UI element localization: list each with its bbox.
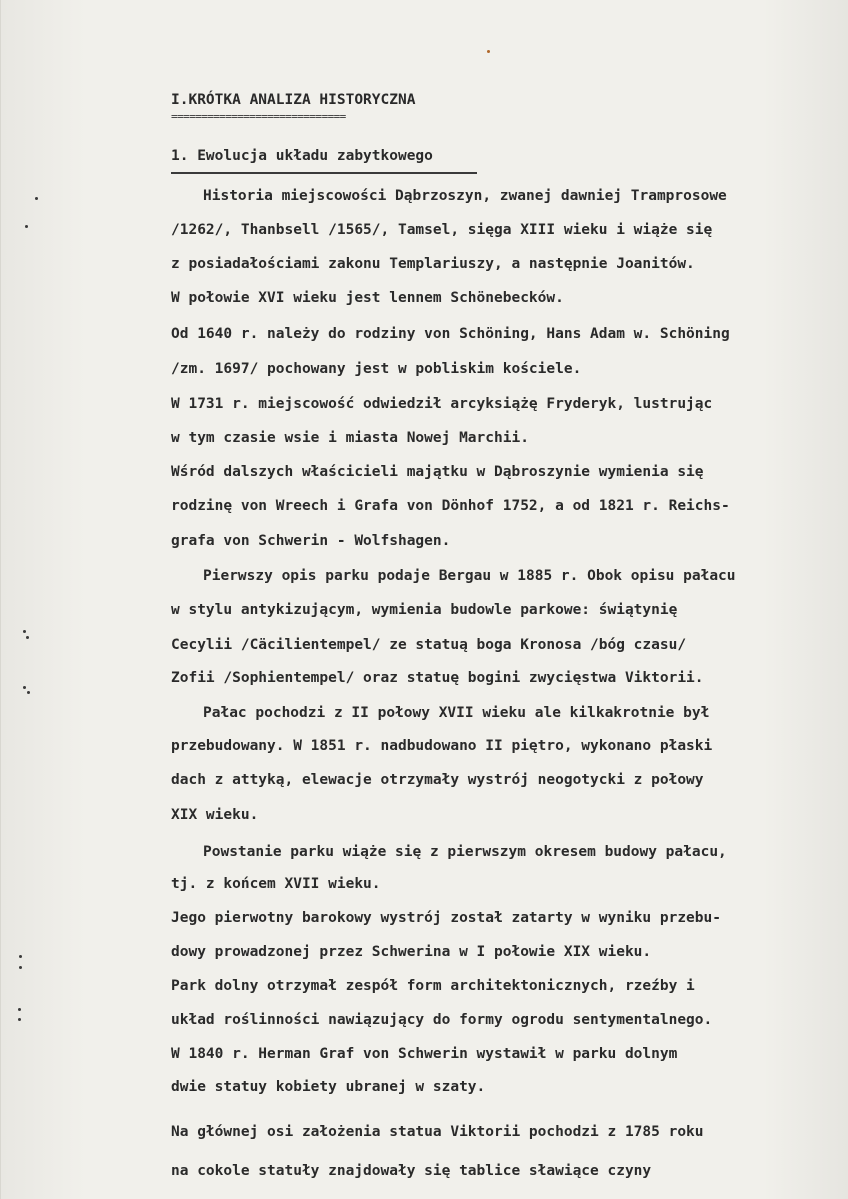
text-line: tj. z końcem XVII wieku. (171, 876, 381, 892)
text-line: Zofii /Sophientempel/ oraz statuę bogini zwycięstwa Viktorii. (171, 670, 704, 686)
text-line: dowy prowadzonej przez Schwerina w I połowie XIX wieku. (171, 944, 652, 960)
margin-mark (25, 225, 28, 228)
text-line: w stylu antykizującym, wymienia budowle parkowe: świątynię (171, 602, 678, 618)
margin-mark (23, 630, 26, 633)
margin-mark (19, 966, 22, 969)
text-line: Park dolny otrzymał zespół form architektonicznych, rzeźby i (171, 978, 695, 994)
text-line: Historia miejscowości Dąbrzoszyn, zwanej dawniej Tramprosowe (203, 188, 727, 204)
margin-mark (19, 955, 22, 958)
text-line: przebudowany. W 1851 r. nadbudowano II piętro, wykonano płaski (171, 738, 713, 754)
margin-mark (18, 1018, 21, 1021)
margin-mark (35, 197, 38, 200)
text-line: /1262/, Thanbsell /1565/, Tamsel, sięga XIII wieku i wiąże się (171, 222, 713, 238)
margin-mark (26, 636, 29, 639)
text-line: Wśród dalszych właścicieli majątku w Dąbroszynie wymienia się (171, 464, 704, 480)
section-heading: I.KRÓTKA ANALIZA HISTORYCZNA (171, 92, 416, 108)
text-line: W 1731 r. miejscowość odwiedził arcyksiążę Fryderyk, lustrując (171, 396, 713, 412)
text-line: W 1840 r. Herman Graf von Schwerin wystawił w parku dolnym (171, 1046, 678, 1062)
text-line: Od 1640 r. należy do rodziny von Schöning, Hans Adam w. Schöning (171, 326, 730, 342)
text-line: Pałac pochodzi z II połowy XVII wieku ale kilkakrotnie był (203, 705, 710, 721)
text-line: Pierwszy opis parku podaje Bergau w 1885 r. Obok opisu pałacu (203, 568, 736, 584)
text-line: /zm. 1697/ pochowany jest w pobliskim kościele. (171, 361, 582, 377)
subheading-underline (171, 172, 477, 174)
text-line: rodzinę von Wreech i Grafa von Dönhof 1752, a od 1821 r. Reichs- (171, 498, 730, 514)
text-line: Na głównej osi założenia statua Viktorii pochodzi z 1785 roku (171, 1124, 704, 1140)
text-line: XIX wieku. (171, 807, 259, 823)
margin-mark (27, 691, 30, 694)
text-line: dach z attyką, elewacje otrzymały wystrój neogotycki z połowy (171, 772, 704, 788)
subsection-heading: 1. Ewolucja układu zabytkowego (171, 148, 433, 164)
text-line: grafa von Schwerin - Wolfshagen. (171, 533, 451, 549)
heading-double-underline: ============================= (171, 110, 346, 123)
text-line: w tym czasie wsie i miasta Nowej Marchii. (171, 430, 529, 446)
text-line: Jego pierwotny barokowy wystrój został zatarty w wyniku przebu- (171, 910, 721, 926)
text-line: Powstanie parku wiąże się z pierwszym okresem budowy pałacu, (203, 844, 727, 860)
margin-mark (18, 1008, 21, 1011)
text-line: z posiadałościami zakonu Templariuszy, a następnie Joanitów. (171, 256, 695, 272)
margin-mark (23, 686, 26, 689)
paper-speck (487, 50, 490, 53)
text-line: Cecylii /Cäcilientempel/ ze statuą boga Kronosa /bóg czasu/ (171, 637, 687, 653)
text-line: na cokole statuły znajdowały się tablice sławiące czyny (171, 1163, 652, 1179)
text-line: dwie statuy kobiety ubranej w szaty. (171, 1079, 486, 1095)
text-line: W połowie XVI wieku jest lennem Schönebecków. (171, 290, 564, 306)
text-line: układ roślinności nawiązujący do formy ogrodu sentymentalnego. (171, 1012, 713, 1028)
